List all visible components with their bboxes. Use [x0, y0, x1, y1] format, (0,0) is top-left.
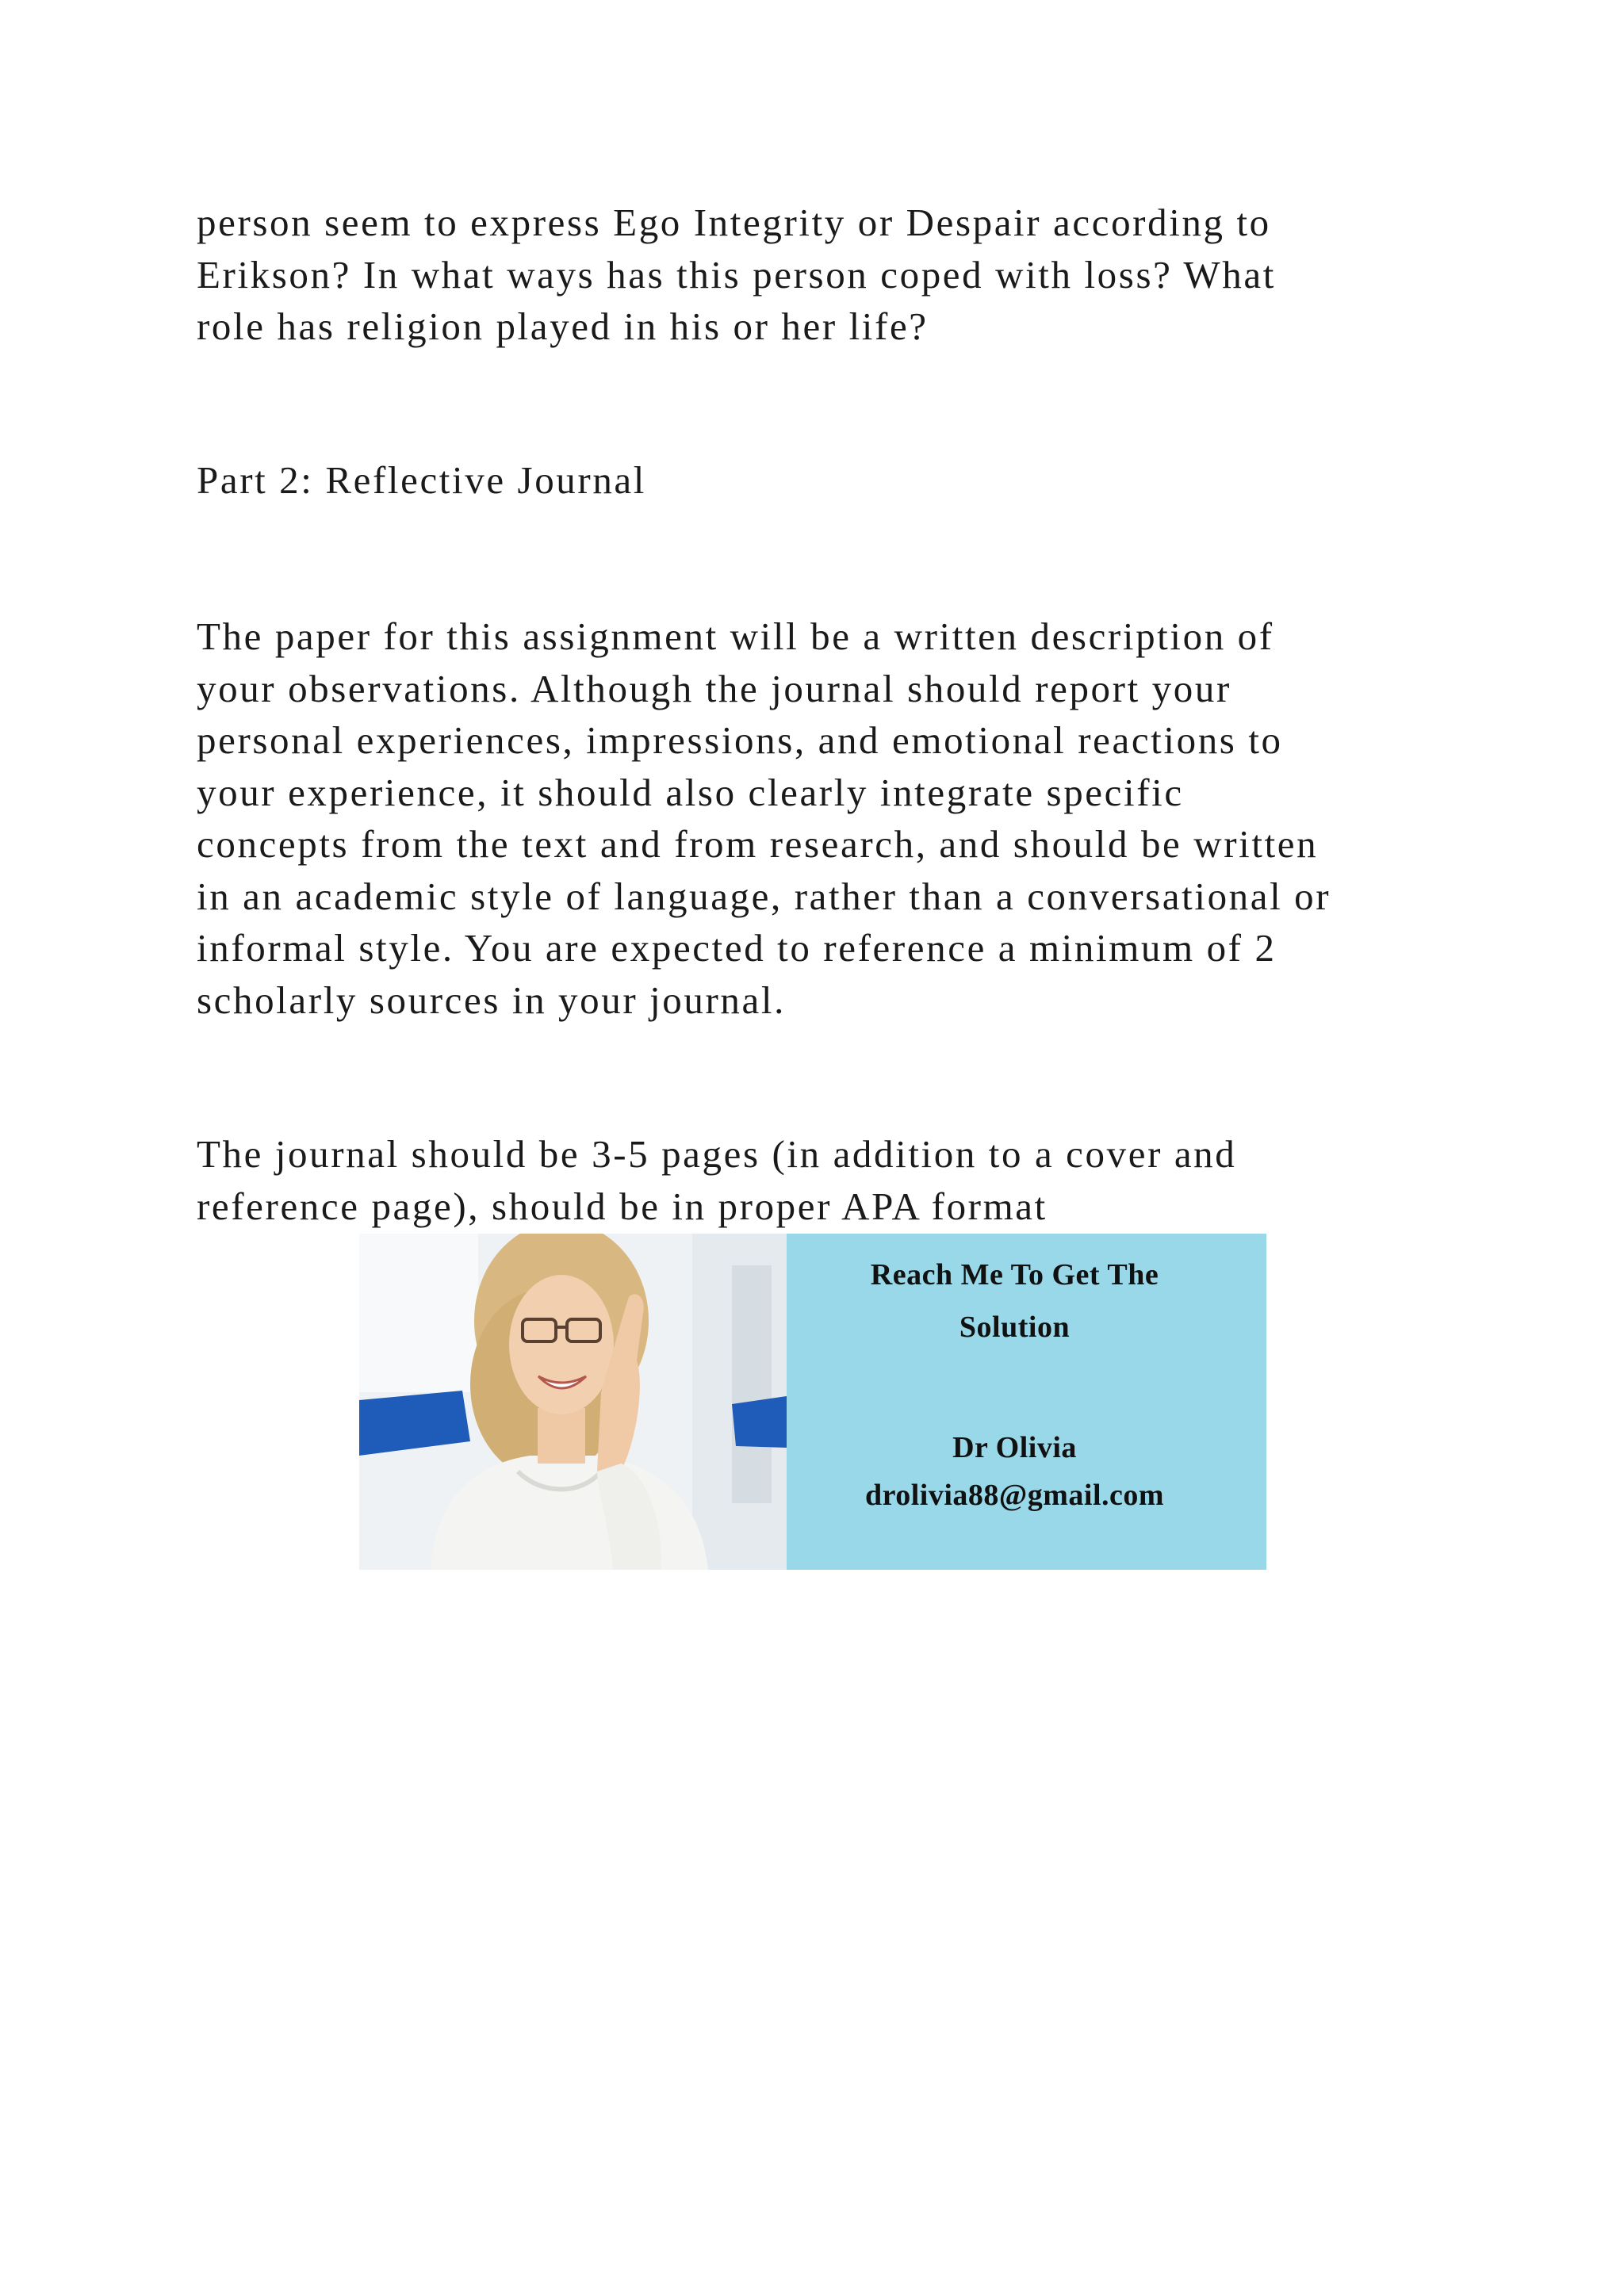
card-headline: Reach Me To Get The: [870, 1258, 1159, 1292]
text-line: your observations. Although the journal should report your: [197, 666, 1231, 710]
paragraph-length: [197, 1128, 1497, 1232]
card-headline-2: Solution: [959, 1311, 1071, 1344]
text-line: concepts from the text and from research, and should be written: [197, 822, 1319, 866]
contact-banner: [359, 1234, 1266, 1570]
section-heading: [197, 454, 1497, 507]
text-line: reference page), should be in proper APA format: [197, 1184, 1048, 1228]
contact-card: [787, 1234, 1266, 1570]
text-line: person seem to express Ego Integrity or Despair according to: [197, 201, 1271, 244]
woman-portrait-photo: [359, 1234, 787, 1570]
text-line: your experience, it should also clearly integrate specific: [197, 770, 1184, 814]
text-line: Erikson? In what ways has this person coped with loss? What: [197, 252, 1276, 297]
text-line: The journal should be 3-5 pages (in addition to a cover and: [197, 1132, 1237, 1176]
text-line: in an academic style of language, rather than a conversational or: [197, 874, 1331, 918]
contact-email: drolivia88@gmail.com: [864, 1479, 1165, 1512]
paragraph-assignment: [197, 610, 1497, 1026]
text-line: personal experiences, impressions, and emotional reactions to: [197, 718, 1283, 762]
text-line: informal style. You are expected to reference a minimum of 2: [197, 926, 1277, 970]
contact-name: Dr Olivia: [952, 1431, 1077, 1464]
text-line: role has religion played in his or her life?: [197, 304, 929, 348]
heading-text: Part 2: Reflective Journal: [197, 458, 646, 502]
paragraph-intro: [197, 197, 1497, 353]
text-line: The paper for this assignment will be a written description of: [197, 614, 1274, 658]
text-line: scholarly sources in your journal.: [197, 978, 786, 1022]
